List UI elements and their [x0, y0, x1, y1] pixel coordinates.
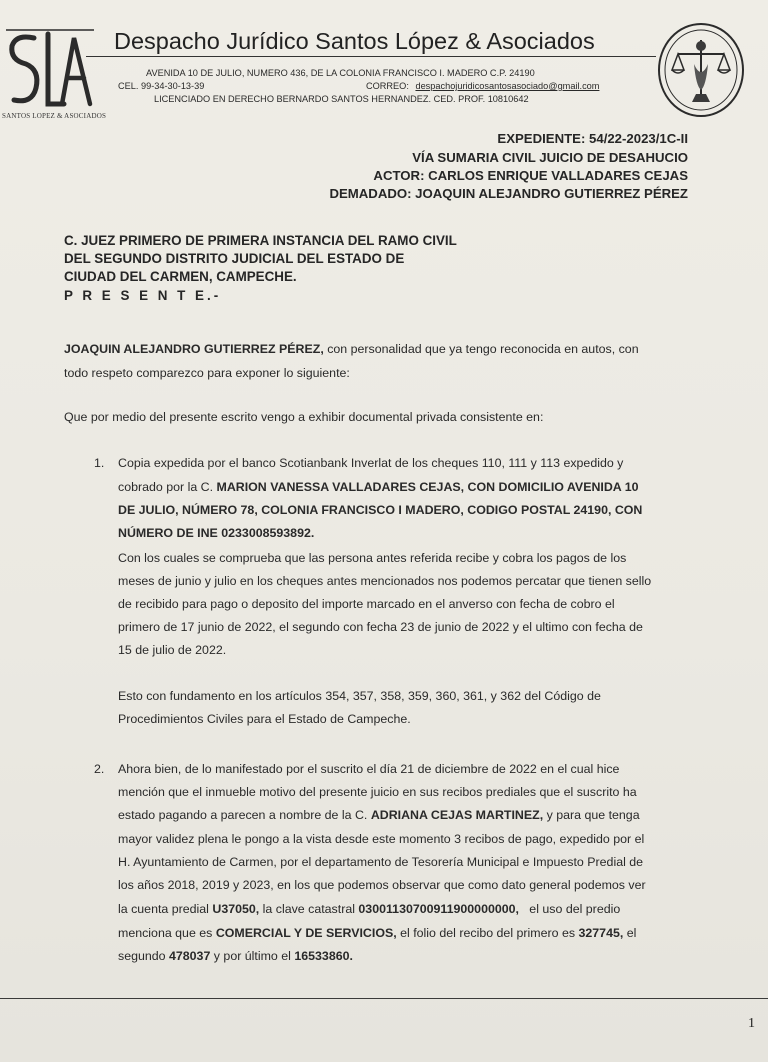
item-2-line-7-a: la cuenta predial: [118, 902, 213, 916]
item-2-line-9-b: 478037: [168, 949, 211, 963]
item-2-line-9-c: y por último el: [210, 949, 295, 963]
justice-seal-icon: [656, 20, 746, 120]
intro-line-2: todo respeto comparezco para exponer lo siguiente:: [64, 366, 350, 380]
firm-email-link[interactable]: despachojuridicosantosasociado@gmail.com: [415, 81, 600, 91]
item-2-line-8-d: 327745,: [578, 926, 624, 940]
item-1-line-4: NÚMERO DE INE 0233008593892.: [118, 526, 315, 540]
item-2-line-5: H. Ayuntamiento de Carmen, por el departamento de Tesorería Municipal e Impuesto Predial de: [118, 855, 644, 869]
item-2-line-1: Ahora bien, de lo manifestado por el suscrito el día 21 de diciembre de 2022 en el cual hice: [118, 762, 620, 776]
item-2-line-8-e: el: [623, 926, 637, 940]
lead-sentence: Que por medio del presente escrito vengo a exhibir documental privada consistente en:: [64, 410, 544, 424]
item-2-line-9: [118, 949, 353, 963]
item-1-line-2-b: MARION VANESSA VALLADARES CEJAS, CON DOMICILIO AVENIDA 10: [216, 480, 639, 494]
item-1-p2-line-3: de recibido para pago o deposito del importe marcado en el anverso con fecha de cobro el: [118, 597, 615, 611]
page-number: 1: [748, 1016, 755, 1031]
logo-caption: SANTOS LOPEZ & ASOCIADOS: [2, 112, 107, 120]
firm-email-row: [366, 81, 599, 91]
intro-line-1-rest: con personalidad que ya tengo reconocida en autos, con: [323, 342, 639, 356]
email-label: CORREO:: [366, 81, 409, 91]
item-1-p2-line-5: 15 de julio de 2022.: [118, 643, 227, 657]
firm-address: AVENIDA 10 DE JULIO, NUMERO 436, DE LA COLONIA FRANCISCO I. MADERO C.P. 24190: [146, 68, 535, 78]
item-2-line-8-b: COMERCIAL Y DE SERVICIOS,: [215, 926, 397, 940]
item-2-line-7-e: el uso del predio: [518, 902, 621, 916]
item-2-line-7-d: 03001130700911900000000,: [358, 902, 519, 916]
item-2-line-4: mayor validez plena le pongo a la vista desde este momento 3 recibos de pago, expedido por el: [118, 832, 645, 846]
item-1-p2-line-1: Con los cuales se comprueba que las persona antes referida recibe y cobra los pagos de los: [118, 551, 627, 565]
item-2-line-7: [118, 902, 620, 916]
addressee-line-2: DEL SEGUNDO DISTRITO JUDICIAL DEL ESTADO DE: [64, 251, 405, 266]
item-2-line-6: los años 2018, 2019 y 2023, en los que podemos observar que como dato general podemos ver: [118, 878, 646, 892]
addressee-line-3: CIUDAD DEL CARMEN, CAMPECHE.: [64, 269, 297, 284]
item-2-line-8-a: menciona que es: [118, 926, 216, 940]
item-1-line-2-a: cobrado por la C.: [118, 480, 217, 494]
item-1-line-2: [118, 480, 639, 494]
firm-phone: CEL. 99-34-30-13-39: [118, 81, 205, 91]
item-1-p3-line-2: Procedimientos Civiles para el Estado de Campeche.: [118, 712, 411, 726]
intro-line-1: [64, 342, 639, 356]
item-1-line-3: DE JULIO, NÚMERO 78, COLONIA FRANCISCO I MADERO, CODIGO POSTAL 24190, CON: [118, 503, 643, 517]
item-2-line-3: [118, 808, 640, 822]
item-2-line-9-d: 16533860.: [294, 949, 353, 963]
firm-license: LICENCIADO EN DERECHO BERNARDO SANTOS HERNANDEZ. CED. PROF. 10810642: [154, 94, 529, 104]
case-demandado: DEMADADO: JOAQUIN ALEJANDRO GUTIERREZ PÉREZ: [329, 186, 688, 201]
addressee-presente: P R E S E N T E.-: [64, 288, 222, 303]
item-1-number: 1.: [94, 456, 105, 470]
letterhead-rule: [86, 56, 656, 57]
item-2-line-3-b: ADRIANA CEJAS MARTINEZ,: [370, 808, 544, 822]
item-2-line-8-c: el folio del recibo del primero es: [396, 926, 579, 940]
firm-logo-icon: [4, 24, 96, 124]
item-2-line-2: mención que el inmueble motivo del presente juicio en sus recibos prediales que el suscrito ha: [118, 785, 637, 799]
case-actor: ACTOR: CARLOS ENRIQUE VALLADARES CEJAS: [373, 168, 688, 183]
item-2-line-8: [118, 926, 636, 940]
item-2-line-3-c: y para que tenga: [543, 808, 640, 822]
item-2-number: 2.: [94, 762, 105, 776]
item-2-line-7-c: la clave catastral: [259, 902, 359, 916]
item-2-line-7-b: U37050,: [212, 902, 260, 916]
item-2-line-9-a: segundo: [118, 949, 169, 963]
footer-rule: [0, 998, 768, 999]
addressee-line-1: C. JUEZ PRIMERO DE PRIMERA INSTANCIA DEL RAMO CIVIL: [64, 233, 457, 248]
item-1-p2-line-4: primero de 17 junio de 2022, el segundo con fecha 23 de junio de 2022 y el ultimo con fecha de: [118, 620, 643, 634]
case-via: VÍA SUMARIA CIVIL JUICIO DE DESAHUCIO: [412, 150, 688, 165]
firm-name: Despacho Jurídico Santos López & Asociados: [114, 28, 595, 54]
item-1-line-1: Copia expedida por el banco Scotianbank Inverlat de los cheques 110, 111 y 113 expedido y: [118, 456, 624, 470]
case-expediente: EXPEDIENTE: 54/22-2023/1C-II: [497, 131, 688, 146]
defendant-name: JOAQUIN ALEJANDRO GUTIERREZ PÉREZ,: [64, 342, 324, 356]
item-2-line-3-a: estado pagando a parecen a nombre de la C.: [118, 808, 371, 822]
item-1-p3-line-1: Esto con fundamento en los artículos 354, 357, 358, 359, 360, 361, y 362 del Código de: [118, 689, 601, 703]
item-1-p2-line-2: meses de junio y julio en los cheques antes mencionados nos podemos percatar que tienen sello: [118, 574, 652, 588]
